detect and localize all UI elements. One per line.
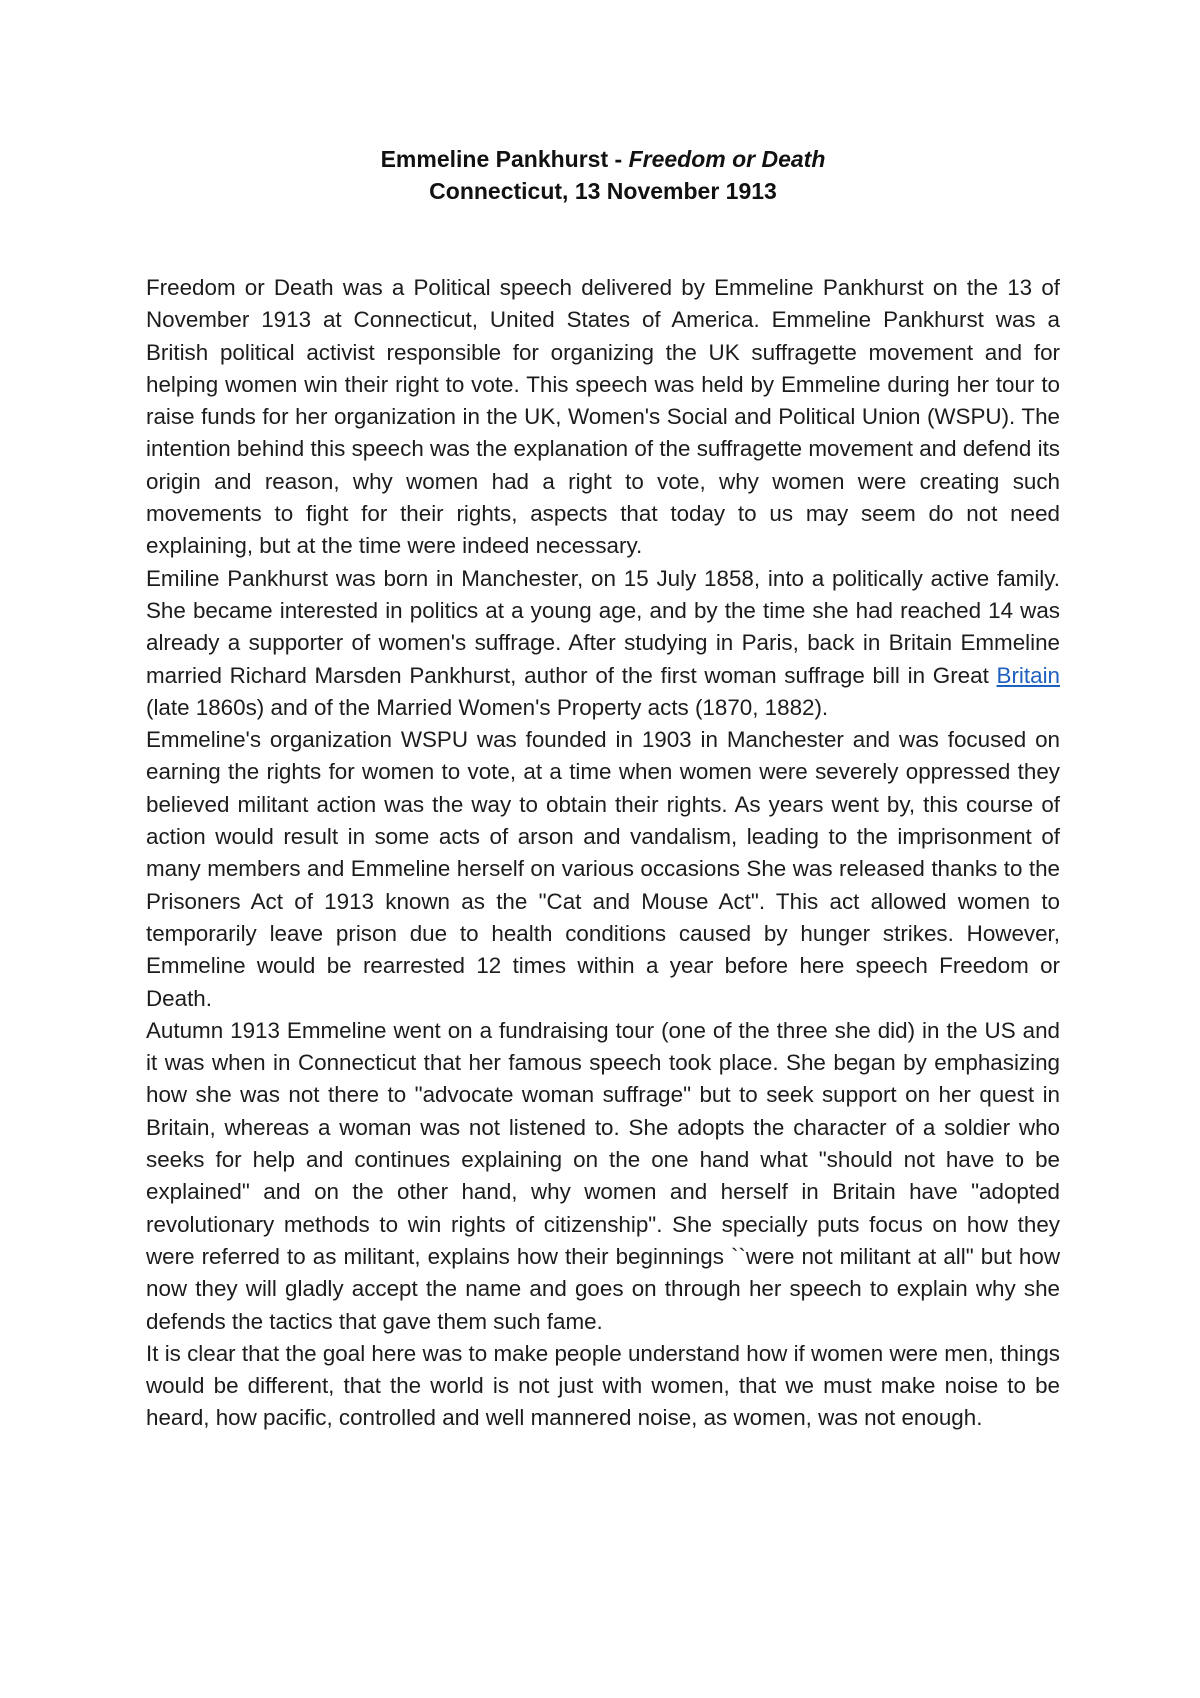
- document-header: [146, 143, 1060, 207]
- document-subtitle: Connecticut, 13 November 1913: [429, 178, 777, 204]
- document-body: [146, 272, 1060, 1435]
- paragraph-5: It is clear that the goal here was to make people understand how if women were men, things would be different, that the world is not just with women, that we must make noise to be heard, how pacific, controlled and well mannered noise, as women, was not enough.: [146, 1340, 1060, 1431]
- title-text: Emmeline Pankhurst -: [380, 146, 629, 172]
- britain-link[interactable]: Britain: [996, 662, 1060, 688]
- paragraph-4: Autumn 1913 Emmeline went on a fundraising tour (one of the three she did) in the US and it was when in Connecticut that her famous speech took place. She began by emphasizing how she was not there to "advocate woman suffrage" but to seek support on her quest in Britain, whereas a woman was not listened to. She adopts the character of a soldier who seeks for help and continues explaining on the one hand what "should not have to be explained" and on the other hand, why women and herself in Britain have "adopted revolutionary methods to win rights of citizenship". She specially puts focus on how they were referred to as militant, explains how their beginnings ``were not militant at all" but how now they will gladly accept the name and goes on through her speech to explain why she defends the tactics that gave them such fame.: [146, 1017, 1060, 1334]
- paragraph-3: Emmeline's organization WSPU was founded in 1903 in Manchester and was focused on earning the rights for women to vote, at a time when women were severely oppressed they believed militant action was the way to obtain their rights. As years went by, this course of action would result in some acts of arson and vandalism, leading to the imprisonment of many members and Emmeline herself on various occasions She was released thanks to the Prisoners Act of 1913 known as the "Cat and Mouse Act". This act allowed women to temporarily leave prison due to health conditions caused by hunger strikes. However, Emmeline would be rearrested 12 times within a year before here speech Freedom or Death.: [146, 727, 1060, 1011]
- paragraph-2-text-end: (late 1860s) and of the Married Women's Property acts (1870, 1882).: [146, 694, 829, 720]
- paragraph-2-text-start: Emiline Pankhurst was born in Manchester, on 15 July 1858, into a politically active family. She became interested in politics at a young age, and by the time she had reached 14 was already a supporter of women's suffrage. After studying in Paris, back in Britain Emmeline married Richard Marsden Pankhurst, author of the first woman suffrage bill in Great: [146, 565, 1060, 688]
- paragraph-2: [146, 563, 1060, 724]
- paragraph-1: Freedom or Death was a Political speech delivered by Emmeline Pankhurst on the 13 of November 1913 at Connecticut, United States of America. Emmeline Pankhurst was a British political activist responsible for organizing the UK suffragette movement and for helping women win their right to vote. This speech was held by Emmeline during her tour to raise funds for her organization in the UK, Women's Social and Political Union (WSPU). The intention behind this speech was the explanation of the suffragette movement and defend its origin and reason, why women had a right to vote, why women were creating such movements to fight for their rights, aspects that today to us may seem do not need explaining, but at the time were indeed necessary.: [146, 275, 1060, 559]
- document-title: [146, 143, 1060, 175]
- title-italic-text: Freedom or Death: [628, 146, 826, 172]
